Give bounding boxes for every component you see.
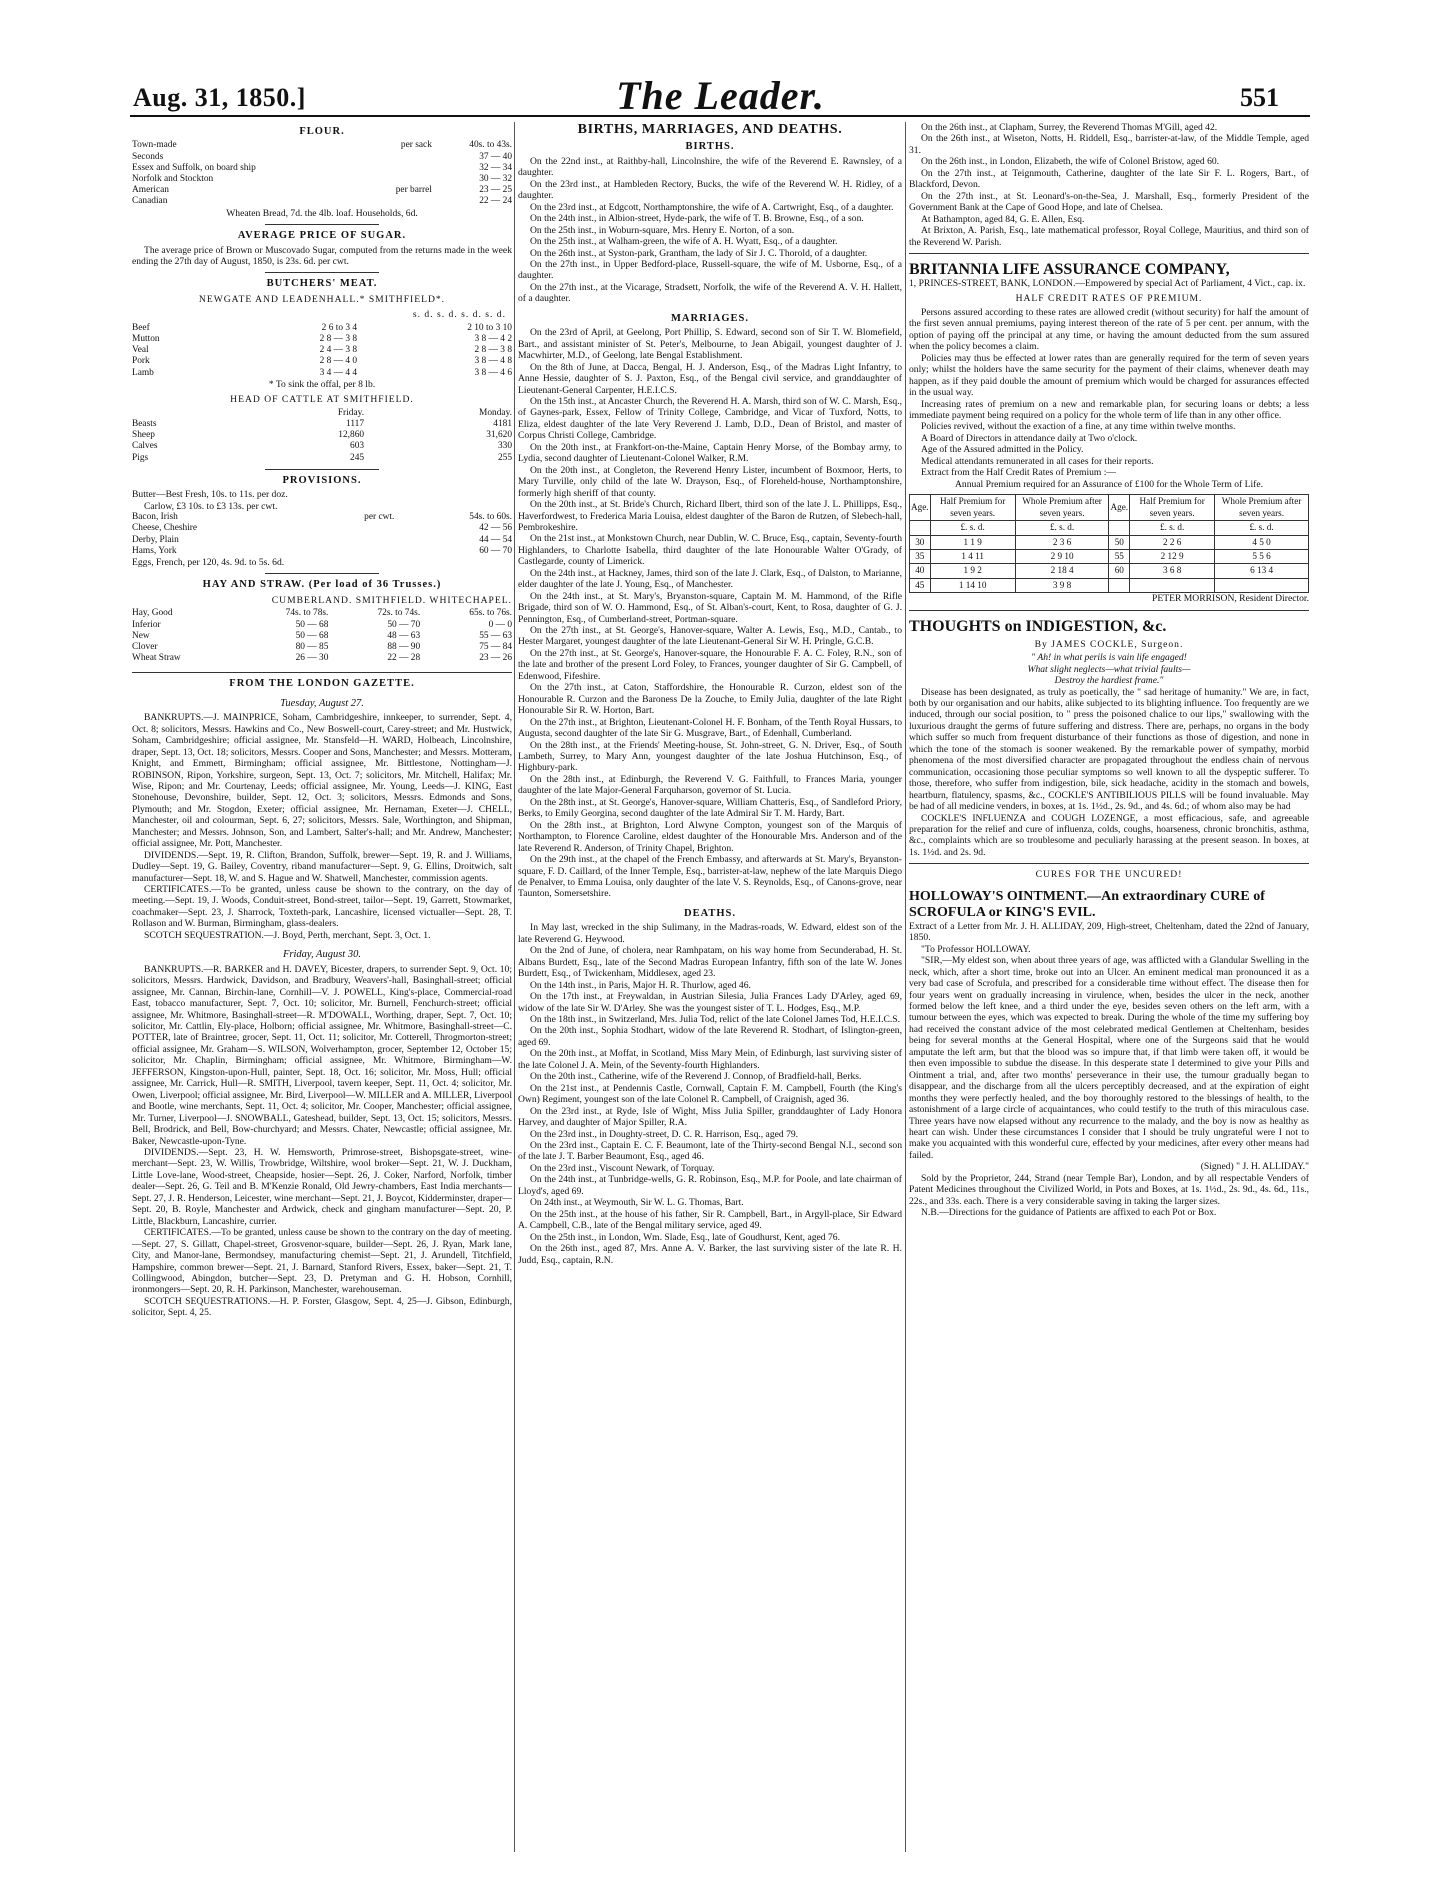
flour-row — [132, 196, 512, 207]
hay-row — [132, 620, 512, 631]
premium-cell: 4 5 0 — [1215, 535, 1309, 549]
birth-notice: On the 27th inst., at the Vicarage, Stradsett, Norfolk, the wife of the Reverend A. V. H. Hallett, of a daughter. — [518, 281, 902, 305]
hay-smithfield: 48 — 63 — [387, 630, 421, 641]
marriage-notice: On the 21st inst., at Monkstown Church, near Dublin, W. C. Bruce, Esq., captain, Seventy-fourth Highlanders, to Charlotte Isabella, third daughter of the late Honourable Walter O'Grady, of Castlegarde, county of Limerick. — [518, 533, 902, 568]
premium-row — [910, 535, 1309, 549]
holloway-sold: Sold by the Proprietor, 244, Strand (near Temple Bar), London, and by all respectable Venders of Patent Medicines throughout the Civilized World, in Pots and Boxes, at 1s. 1½d., 2s. 9d., 4s. 6d., 11s., 22s., and 33s. each. There is a very considerable saving in taking the larger sizes. — [909, 1172, 1309, 1207]
flour-unit — [364, 152, 432, 163]
hay-whitechapel: 75 — 84 — [479, 641, 512, 652]
thoughts-title: THOUGHTS on INDIGESTION, &c. — [909, 617, 1167, 635]
hay-cumberland: 50 — 68 — [295, 619, 329, 630]
birth-notice: On the 25th inst., at Walham-green, the wife of A. H. Wyatt, Esq., of a daughter. — [530, 236, 838, 248]
meat-smithfield-price: 2 8 — 3 8 — [474, 345, 512, 356]
meat-heading: BUTCHERS' MEAT. — [266, 278, 378, 290]
provisions-line: Carlow, £3 10s. to £3 13s. per cwt. — [144, 500, 278, 512]
britannia-paragraph: Extract from the Half Credit Rates of Premium :— — [921, 467, 1117, 479]
meat-smithfield-price: 2 10 to 3 10 — [467, 322, 512, 333]
birth-notice: On the 26th inst., at Syston-park, Grantham, the lady of Sir J. C. Thorold, of a daughter. — [530, 247, 868, 259]
gazette-notice: DIVIDENDS.—Sept. 23, H. W. Hemsworth, Primrose-street, Bishopsgate-street, wine-merchant—Sept. 23, W. Willis, Trowbridge, Wiltshire, wool broker—Sept. 21, W. J. Duckham, Little Love-lane, Wood-street, Cheapside, hosier—Sept. 26, J. Coker, Narford, Norfolk, timber dealer—Sept. 26, G. Teil and B. M'Kenzie Ronald, Old Jewry-chambers, East India merchants—Sept. 27, J. R. Henderson, Leicester, wine merchant—Sept. 21, J. Boycot, Kidderminster, draper—Sept. 20, B. Royle, Manchester and Ardwick, check and gingham manufacturer—Sept. 20, P. Little, Blackburn, Lancashire, currier. — [132, 1147, 512, 1227]
britannia-signature: PETER MORRISON, Resident Director. — [1152, 593, 1309, 605]
cattle-friday: 12,860 — [338, 430, 365, 441]
premium-cell: 1 1 9 — [930, 535, 1015, 549]
death-notice: On the 24th inst., at Tunbridge-wells, G. R. Robinson, Esq., M.P. for Poole, and late chairman of Lloyd's, aged 69. — [518, 1174, 902, 1197]
marriage-notice: On the 20th inst., at Congleton, the Reverend Henry Lister, incumbent of Boxmoor, Herts, to Mary Turville, only child of the late W. Drayson, Esq., of Floreheld-house, Northamptonshire, formerly high sheriff of that county. — [518, 464, 902, 499]
meat-label: Pork — [132, 356, 150, 367]
thoughts-author: By JAMES COCKLE, Surgeon. — [1034, 638, 1184, 650]
hay-smithfield: 22 — 28 — [387, 653, 421, 664]
sugar-heading: AVERAGE PRICE OF SUGAR. — [237, 230, 407, 242]
page-number: 551 — [1240, 83, 1279, 112]
premium-unit: £. s. d. — [1130, 521, 1215, 535]
hay-heading: HAY AND STRAW. (Per load of 36 Trusses.) — [202, 579, 442, 591]
premium-cell: 5 5 6 — [1215, 549, 1309, 563]
death-notice: In May last, wrecked in the ship Sulimany, in the Madras-roads, W. Edward, eldest son of the late Reverend G. Heywood. — [518, 922, 902, 945]
provisions-unit — [311, 546, 394, 557]
death-notice: On the 18th inst., in Switzerland, Mrs. Julia Tod, relict of the late Colonel James Tod, H.E.I.C.S. — [530, 1013, 901, 1025]
flour-label: Norfolk and Stockton — [132, 174, 214, 185]
column-advertisements — [909, 122, 1309, 1862]
meat-row — [132, 334, 512, 345]
premium-cell: 45 — [910, 578, 931, 592]
gazette-notice: CERTIFICATES.—To be granted, unless cause be shown to the contrary, on the day of meeting.—Sept. 19, J. Woods, Conduit-street, Bond-street, tailor—Sept. 19, Garrett, Stowmarket, coachmaker—Sept. 23, J. Sharrock, Toxteth-park, Lancashire, licensed victualler—Sept. 28, T. Rollason and W. Burman, Birmingham, glass-dealers. — [132, 884, 512, 930]
gazette-notice: DIVIDENDS.—Sept. 19, R. Clifton, Brandon, Suffolk, brewer—Sept. 19, R. and J. Williams, Dudley—Sept. 19, G. Bailey, Coventry, riband manufacturer—Sept. 9, G. Ellins, Droitwich, salt manufacturer—Sept. 18, W. and S. Hague and W. Shatwell, Manchester, commission agents. — [132, 849, 512, 884]
cattle-friday: 245 — [350, 452, 365, 463]
flour-unit — [364, 196, 432, 207]
premium-cell: 1 14 10 — [930, 578, 1015, 592]
provisions-unit: per cwt. — [364, 512, 395, 523]
meat-row — [132, 323, 512, 334]
flour-price: 40s. to 43s. — [469, 140, 512, 151]
death-notice: On the 23rd inst., at Ryde, Isle of Wight, Miss Julia Spiller, granddaughter of Lady Honora Harvey, and daughter of Major Spiller, R.A. — [518, 1105, 902, 1129]
meat-table — [132, 323, 512, 379]
hay-whitechapel: 23 — 26 — [479, 653, 512, 664]
death-notice: At Bathampton, aged 84, G. E. Allen, Esq. — [921, 213, 1085, 225]
marriage-notice: On the 27th inst., at Brighton, Lieutenant-Colonel H. F. Bonham, of the Tenth Royal Hussars, to Augusta, second daughter of the late Sir G. Musgrave, Bart., of Edenhall, Cumberland. — [518, 716, 902, 740]
provisions-table — [132, 512, 512, 557]
hay-markets: CUMBERLAND. SMITHFIELD. WHITECHAPEL. — [271, 594, 512, 606]
premium-cell: 35 — [910, 549, 931, 563]
holloway-letter: "SIR,—My eldest son, when about three years of age, was afflicted with a Glandular Swelling in the neck, which, after a short time, broke out into an Ulcer. An eminent medical man pronounced it as a very bad case of Scrofula, and prescribed for a considerable time without effect. The disease then for four years went on gradually increasing in virulence, when, besides the ulcer in the neck, another formed below the left knee, and a third under the eye, besides seven others on the left arm, with a tumour between the eyes, which was expected to break. During the whole of the time my suffering boy had received the constant advice of the most celebrated medical Gentlemen at Cheltenham, besides being for several months at the General Hospital, where one of the Surgeons said that he would amputate the left arm, but that the blood was so impure that, if that limb were taken off, it would be then even impossible to subdue the disease. In this desperate state I determined to give your Pills and Ointment a trial, and, after two months' perseverance in their use, the tumour gradually began to disappear, and the discharge from all the ulcers perceptibly decreased, and at the expiration of eight months they were perfectly healed, and the boy thoroughly restored to the blessings of health, to the astonishment of a large circle of acquaintances, who could testify to the truth of this miraculous case. Three years have now elapsed without any recurrence to the malady, and the boy is now as healthy as heart can wish. Under these circumstances I consider that I should be truly ungrateful were I not to make you acquainted with this wonderful cure, effected by your medicines, after every other means had failed. — [909, 955, 1309, 1161]
death-notice: On the 25th inst., at the house of his father, Sir R. Campbell, Bart., in Argyll-place, Sir Edward A. Campbell, C.B., late of the Bengal military service, aged 49. — [518, 1208, 902, 1232]
meat-label: Beef — [132, 322, 150, 333]
cattle-label: Pigs — [132, 452, 149, 463]
gazette-notice: SCOTCH SEQUESTRATION.—J. Boyd, Perth, merchant, Sept. 3, Oct. 1. — [144, 929, 431, 941]
holloway-nb: N.B.—Directions for the guidance of Patients are affixed to each Pot or Box. — [921, 1207, 1217, 1219]
meat-newgate-price: 2 6 to 3 4 — [321, 322, 358, 333]
thoughts-paragraph: COCKLE'S INFLUENZA and COUGH LOZENGE, a most efficacious, safe, and agreeable preparation for the relief and cure of influenza, colds, coughs, hoarseness, chronic bronchitis, asthma, &c., complaints which are so troublesome and peculiarly harassing at the present season. In boxes, at 1s. 1½d. and 2s. 9d. — [909, 812, 1309, 858]
eggs-price: Eggs, French, per 120, 4s. 9d. to 5s. 6d. — [132, 556, 285, 568]
provisions-label: Cheese, Cheshire — [132, 523, 198, 534]
meat-newgate-price: 2 8 — 3 8 — [319, 334, 358, 345]
premium-cell: 2 3 6 — [1015, 535, 1109, 549]
cattle-heading: HEAD OF CATTLE AT SMITHFIELD. — [230, 394, 414, 406]
death-notice: On the 14th inst., in Paris, Major H. R. Thurlow, aged 46. — [530, 979, 751, 991]
hay-smithfield: 88 — 90 — [387, 641, 421, 652]
marriage-notice: On the 28th inst., at Brighton, Lord Alwyne Compton, youngest son of the Marquis of Northampton, to Florence Caroline, eldest daughter of the Honourable Mrs. Anderson and of the late Reverend R. Anderson, of Trinity Chapel, Brighton. — [518, 819, 902, 854]
provisions-heading: PROVISIONS. — [282, 474, 362, 486]
column-markets — [132, 122, 512, 1862]
column-divider — [514, 122, 515, 1852]
hay-smithfield: 72s. to 74s. — [377, 608, 421, 619]
gazette-notice: CERTIFICATES.—To be granted, unless cause be shown to the contrary on the day of meeting.—Sept. 27, S. Gillatt, Chapel-street, Grosvenor-square, builder—Sept. 26, J. Ryan, Mark lane, City, and Manor-lane, Bermondsey, manufacturing chemist—Sept. 21, J. Arundell, Titchfield, Hampshire, common brewer—Sept. 21, J. Barnard, Stanford Rivers, Essex, baker—Sept. 21, T. Collingwood, Abingdon, butcher—Sept. 23, D. Pretyman and G. H. Hobson, Cornhill, ironmongers—Sept. 20, R. H. Parkinson, Manchester, warehouseman. — [132, 1227, 512, 1296]
marriage-notice: On the 8th of June, at Dacca, Bengal, H. J. Anderson, Esq., of the Madras Light Infantry, to Anne Hessie, daughter of S. J. Paxton, Esq., of the Bengal civil service, and granddaughter of Lieutenant-General Carpenter, H.E.I.C.S. — [518, 361, 902, 396]
britannia-paragraph: Increasing rates of premium on a new and remarkable plan, for securing loans or debts; a less immediate payment being required on a policy for the whole term of life than in any other office. — [909, 398, 1309, 421]
issue-date: Aug. 31, 1850.] — [133, 83, 306, 112]
premium-row — [910, 564, 1309, 578]
premium-cell — [1215, 578, 1309, 592]
britannia-paragraph: A Board of Directors in attendance daily at Two o'clock. — [921, 432, 1138, 444]
meat-newgate-price: 2 4 — 3 8 — [319, 345, 358, 356]
death-notice: On 24th inst., at Weymouth, Sir W. L. G. Thomas, Bart. — [530, 1197, 744, 1209]
death-notice: On the 23rd inst., Viscount Newark, of Torquay. — [530, 1162, 715, 1174]
hay-row — [132, 653, 512, 664]
premium-cell — [1130, 578, 1215, 592]
birth-notice: On the 25th inst., in Woburn-square, Mrs. Henry E. Norton, of a son. — [530, 224, 795, 236]
premium-col-header: Whole Premium after seven years. — [1015, 495, 1109, 521]
marriage-notice: On the 15th inst., at Ancaster Church, the Reverend H. A. Marsh, third son of W. C. Marsh, Esq., of Gaynes-park, Essex, Fellow of Trinity College, Cambridge, and Vicar of Tuxford, Notts, to Eliza, eldest daughter of the late Very Reverend J. Lamb, D.D., Dean of Bristol, and master of Corpus Christi College, Cambridge. — [518, 395, 902, 442]
flour-row — [132, 174, 512, 185]
gazette-notice: SCOTCH SEQUESTRATIONS.—H. P. Forster, Glasgow, Sept. 4, 25—J. Gibson, Edinburgh, solicitor, Sept. 4, 25. — [132, 1295, 512, 1319]
marriage-notice: On the 24th inst., at St. Mary's, Bryanston-square, Captain M. M. Hammond, of the Rifle Brigade, third son of W. O. Hammond, Esq., of St. Alban's-court, Kent, to Rosa, daughter of G. J. Pennington, Esq., of Cumberland-street, Portman-square. — [518, 590, 902, 625]
hay-smithfield: 50 — 70 — [387, 619, 421, 630]
divider — [265, 469, 379, 470]
hay-cumberland: 74s. to 78s. — [285, 608, 329, 619]
divider — [909, 610, 1309, 611]
flour-price: 32 — 34 — [479, 162, 512, 173]
provisions-row — [132, 546, 512, 557]
provisions-price: 42 — 56 — [479, 523, 512, 534]
britannia-paragraph: Persons assured according to these rates are allowed credit (without security) for half the amount of the first seven annual premiums, paying interest thereon of the rate of 5 per cent. per annum, with the option of paying off the principal at any time, or having the amount deducted from the sum assured when the policy becomes a claim. — [909, 306, 1309, 353]
deaths-heading: DEATHS. — [683, 907, 737, 919]
birth-notice: On the 23rd inst., at Hambleden Rectory, Bucks, the wife of the Reverend W. H. Ridley, of a daughter. — [518, 178, 902, 202]
premium-col-header: Half Premium for seven years. — [930, 495, 1015, 521]
premium-cell: 2 9 10 — [1015, 549, 1109, 563]
marriage-notice: On the 24th inst., at Hackney, James, third son of the late J. Clark, Esq., of Dalston, to Marianne, elder daughter of the late J. Young, Esq., of Manchester. — [518, 567, 902, 591]
bread-price: Wheaten Bread, 7d. the 4lb. loaf. Households, 6d. — [226, 207, 418, 219]
premium-col-header: Age. — [910, 495, 931, 521]
death-notice: On the 2nd of June, of cholera, near Ramhpatam, on his way home from Secunderabad, H. St. Albans Burdett, Esq., late of the Second Madras European Infantry, fifth son of the late W. Jones Burdett, Esq., of Twickenham, Middlesex, aged 23. — [518, 945, 902, 980]
marriage-notice: On the 27th inst., at St. George's, Hanover-square, Walter A. Lewis, Esq., M.D., Cantab., to Hester Margaret, youngest daughter of the late Lieutenant-General Sir W. H. Pringle, G.C.B. — [518, 625, 902, 648]
premium-col-header: Age. — [1109, 495, 1130, 521]
hay-whitechapel: 55 — 63 — [479, 630, 512, 641]
flour-label: Canadian — [132, 196, 168, 207]
flour-row — [132, 163, 512, 174]
gazette-friday: Friday, August 30. — [283, 949, 361, 961]
flour-label: Town-made — [132, 140, 177, 151]
death-notice: On the 27th inst., at Teignmouth, Catherine, daughter of the late Sir F. L. Rogers, Bart., of Blackford, Devon. — [909, 167, 1309, 191]
flour-unit — [364, 174, 432, 185]
death-notice: At Brixton, A. Parish, Esq., late mathematical professor, Royal College, Mauritius, and third son of the Reverend W. Parish. — [909, 225, 1309, 248]
premium-col-header: Whole Premium after seven years. — [1215, 495, 1309, 521]
death-notice: On the 21st inst., at Pendennis Castle, Cornwall, Captain F. M. Campbell, Fourth (the King's Own) Regiment, youngest son of the late Colonel R. Campbell, of Craignish, aged 36. — [518, 1082, 902, 1106]
cattle-row — [132, 441, 512, 452]
marriage-notice: On the 28th inst., at St. George's, Hanover-square, William Chatteris, Esq., of Sandleford Priory, Berks, to Emily Georgina, second daughter of the late Admiral Sir T. M. Hardy, Bart. — [518, 796, 902, 820]
flour-unit — [364, 163, 432, 174]
marriage-notice: On the 28th inst., at Edinburgh, the Reverend V. G. Faithfull, to Frances Maria, younger daughter of the late Major-General Farquharson, governor of St. Lucia. — [518, 773, 902, 797]
cattle-col-monday: Monday. — [479, 407, 512, 418]
marriage-notice: On the 20th inst., at St. Bride's Church, Richard Ilbert, third son of the late J. L. Phillipps, Esq., Haverfordwest, to Frederica Maria Louisa, eldest daughter of the Baron de Rutzen, of Slebech-hall, Pembrokeshire. — [518, 499, 902, 533]
britannia-paragraph: Policies may thus be effected at lower rates than are generally required for the term of seven years only; whilst the holders have the same security for the payment of their claims, whenever death may happen, as if they paid double the amount of premium which would be charged for assurances effected in the usual way. — [909, 352, 1309, 399]
cattle-row — [132, 419, 512, 430]
verse-line: What slight neglects—what trivial faults— — [1027, 663, 1191, 675]
britannia-paragraph: Medical attendants remunerated in all cases for their reports. — [921, 455, 1154, 467]
divider — [132, 672, 512, 673]
britannia-paragraph: Age of the Assured admitted in the Policy. — [921, 444, 1084, 456]
cattle-col-friday: Friday. — [337, 407, 365, 418]
britannia-paragraph: Policies revived, without the exaction of a fine, at any time within twelve months. — [921, 421, 1236, 433]
hay-row — [132, 642, 512, 653]
provisions-unit — [311, 535, 394, 546]
meat-markets: NEWGATE AND LEADENHALL.* SMITHFIELD*. — [198, 293, 446, 305]
premium-cell: 2 18 4 — [1015, 564, 1109, 578]
provisions-row — [132, 535, 512, 546]
flour-price: 30 — 32 — [479, 174, 512, 185]
marriage-notice: On the 27th inst., at St. George's, Hanover-square, the Honourable F. A. C. Foley, R.N., son of the late and brother of the present Lord Foley, to Frances, younger daughter of Sir G. Campbell, of Edenwood, Fifeshire. — [518, 647, 902, 682]
premium-cell: 3 9 8 — [1015, 578, 1109, 592]
divider — [909, 253, 1309, 254]
premium-unit — [910, 521, 931, 535]
premium-cell: 3 6 8 — [1130, 564, 1215, 578]
meat-smithfield-price: 3 8 — 4 6 — [474, 367, 512, 378]
marriage-notice: On the 29th inst., at the chapel of the French Embassy, and afterwards at St. Mary's, Bryanston-square, F. D. Caillard, of the Inner Temple, Esq., barrister-at-law, nephew of the late Marquis Diego de Penalver, to Emma Louisa, only daughter of the late V. S. Reynolds, Esq., of Canons-grove, near Taunton, Somersetshire. — [518, 854, 902, 900]
premium-table-caption: Annual Premium required for an Assurance of £100 for the Whole Term of Life. — [954, 478, 1263, 490]
meat-label: Lamb — [132, 367, 154, 378]
death-notice: On the 20th inst., Sophia Stodhart, widow of the late Reverend R. Stodhart, of Islington-green, aged 69. — [518, 1025, 902, 1048]
premium-cell: 2 2 6 — [1130, 535, 1215, 549]
hay-label: Hay, Good — [132, 608, 173, 619]
marriage-notice: On the 28th inst., at the Friends' Meeting-house, St. John-street, G. N. Driver, Esq., of South Lambeth, Surrey, to Mary Ann, youngest daughter of the late Joshua Hutchinson, Esq., of Highbury-park. — [518, 739, 902, 774]
column-divider — [905, 122, 906, 1852]
cattle-label: Beasts — [132, 418, 157, 429]
gazette-tuesday: Tuesday, August 27. — [280, 697, 364, 709]
britannia-title: BRITANNIA LIFE ASSURANCE COMPANY, — [909, 260, 1230, 278]
marriages-heading: MARRIAGES. — [671, 312, 749, 324]
premium-unit: £. s. d. — [930, 521, 1015, 535]
cattle-monday: 31,620 — [486, 430, 512, 441]
provisions-label: Bacon, Irish — [132, 512, 178, 523]
birth-notice: On the 23rd inst., at Edgcott, Northamptonshire, the wife of A. Cartwright, Esq., of a daughter. — [530, 201, 894, 213]
hay-whitechapel: 0 — 0 — [488, 619, 512, 630]
hay-label: Inferior — [132, 619, 161, 630]
premium-cell: 1 9 2 — [930, 564, 1015, 578]
meat-smithfield-price: 3 8 — 4 2 — [474, 334, 512, 345]
flour-price: 23 — 25 — [479, 185, 512, 196]
flour-heading: FLOUR. — [299, 126, 345, 137]
flour-table — [132, 140, 512, 207]
provisions-price: 54s. to 60s. — [469, 512, 512, 523]
hay-row — [132, 631, 512, 642]
thoughts-paragraph: Disease has been designated, as truly as poetically, the " sad heritage of humanity." We are, in fact, both by our organisation and our habits, alike subjected to its blighting influence. Too frequently are we induced, through our social position, to " press the poisoned chalice to our lips," swallowing with the luxurious draught the germs of future suffering and distress. There are, perhaps, no organs in the body which suffer so much from frequent disturbance of their functions as those of digestion, and none in which the tone of the stomach is sooner weakened. By the remarkable power of sympathy, morbid phenomena of the most diversified character are propagated throughout the endless chain of nervous communication, occasioning those peculiar symptoms so well known to all the dyspeptic sufferer. To those, therefore, who suffer from indigestion, bile, sick headache, acidity in the stomach and bowels, heartburn, flatulency, spasms, &c., COCKLE'S ANTIBILIOUS PILLS will be found invaluable. May be had of all medicine venders, in boxes, at 1s. 1½d., 2s. 9d., and 4s. 6d.; of whom also may be had — [909, 686, 1309, 813]
provisions-label: Derby, Plain — [132, 534, 179, 545]
cattle-monday: 4181 — [493, 418, 512, 429]
gazette-notice: BANKRUPTS.—R. BARKER and H. DAVEY, Bicester, drapers, to surrender Sept. 9, Oct. 10; solicitors, Messrs. Hardwick, Davidson, and Bradbury, Weavers'-hall, Basinghall-street; official assignee, Mr. Cannan, Birchin-lane, Cornhill—V. J. POWELL, King's-place, Commercial-road East, tobacco manufacturer, Sept. 7, Oct. 10; solicitor, Mr. Burnell, Fenchurch-street; official assignee, Mr. Whitmore, Basinghall-street—R. M'DOWALL, Worthing, draper, Sept. 7, Oct. 10; solicitor, Mr. Cattlin, Ely-place, Holborn; official assignee, Mr. Whitmore, Basinghall-street—C. POTTER, late of Braintree, grocer, Sept. 11, Oct. 11; solicitor, Mr. Cotterell, Throgmorton-street; official assignee, Mr. Graham—S. WILSON, Wolverhampton, grocer, September 12, October 15; solicitor, Mr. Chaplin, Birmingham; official assignee, Mr. Whitmore, Birmingham—W. JEFFERSON, Kingston-upon-Hull, painter, Sept. 18, Oct. 16; solicitor, Mr. Moss, Hull; official assignee, Mr. Carrick, Hull—R. SMITH, Liverpool, tavern keeper, Sept. 11, Oct. 4; solicitor, Mr. Owen, Liverpool; official assignee, Mr. Bird, Liverpool—W. MILLER and A. MILLER, Liverpool and Bootle, wine merchants, Sept. 11, Oct. 4; solicitor, Mr. Cooper, Manchester; official assignee, Mr. Turner, Liverpool—J. SNOWBALL, Gateshead, builder, Sept. 13, Oct. 15; solicitors, Messrs. Bell, Brodrick, and Bell, Bow-churchyard; and Messrs. Chater, Newcastle; official assignee, Mr. Baker, Newcastle-upon-Tyne. — [132, 963, 512, 1147]
masthead-rule — [130, 115, 1310, 117]
hay-label: Clover — [132, 641, 158, 652]
premium-cell: 50 — [1109, 535, 1130, 549]
premium-cell: 60 — [1109, 564, 1130, 578]
death-notice: On the 26th inst., at Wiseton, Notts, H. Riddell, Esq., barrister-at-law, of the Middle Temple, aged 31. — [909, 133, 1309, 156]
meat-row — [132, 356, 512, 367]
flour-label: American — [132, 185, 169, 196]
masthead — [0, 0, 1441, 118]
flour-row — [132, 152, 512, 163]
cattle-friday: 1117 — [346, 418, 365, 429]
death-notice: On the 20th inst., Catherine, wife of the Reverend J. Connop, of Bradfield-hall, Berks. — [530, 1071, 862, 1083]
premium-cell: 6 13 4 — [1215, 564, 1309, 578]
provisions-row — [132, 512, 512, 523]
births-heading: BIRTHS. — [685, 141, 735, 153]
flour-price: 22 — 24 — [479, 196, 512, 207]
cattle-monday: 255 — [497, 452, 512, 463]
marriage-notice: On the 23rd of April, at Geelong, Port Phillip, S. Edward, second son of Sir T. W. Blomefield, Bart., and assistant minister of St. Peter's, Melbourne, to Jean Abigail, youngest daughter of J. Macwhirter, M.D., of Geelong, late Bengal Establishment. — [518, 327, 902, 362]
provisions-unit — [311, 523, 394, 534]
premium-row — [910, 578, 1309, 592]
death-notice: On the 20th inst., at Moffat, in Scotland, Miss Mary Mein, of Edinburgh, last surviving sister of the late Colonel J. A. Mein, of the Seventy-fourth Highlanders. — [518, 1048, 902, 1071]
death-notice: On the 26th inst., at Clapham, Surrey, the Reverend Thomas M'Gill, aged 42. — [921, 122, 1218, 133]
meat-row — [132, 368, 512, 379]
divider — [265, 272, 379, 273]
holloway-salutation: "To Professor HOLLOWAY. — [921, 943, 1031, 955]
provisions-row — [132, 523, 512, 534]
marriage-notice: On the 20th inst., at Frankfort-on-the-Maine, Captain Henry Morse, of the Bombay army, to Lydia, second daughter of Lieutenant-Colonel Walker, R.M. — [518, 441, 902, 465]
verse-line: " Ah! in what perils is vain life engaged! — [1031, 652, 1187, 664]
birth-notice: On the 24th inst., in Albion-street, Hyde-park, the wife of T. B. Browne, Esq., of a son. — [530, 213, 864, 225]
premium-cell: 1 4 11 — [930, 549, 1015, 563]
hay-whitechapel: 65s. to 76s. — [469, 608, 512, 619]
premium-cell: 2 12 9 — [1130, 549, 1215, 563]
hay-row — [132, 608, 512, 619]
cattle-label: Sheep — [132, 430, 155, 441]
premium-cell: 40 — [910, 564, 931, 578]
flour-label: Essex and Suffolk, on board ship — [132, 162, 256, 173]
flour-unit: per sack — [400, 140, 432, 151]
meat-row — [132, 345, 512, 356]
provisions-line: Butter—Best Fresh, 10s. to 11s. per doz. — [132, 489, 288, 501]
divider — [909, 863, 1309, 864]
meat-units: s. d. s. d. s. d. s. d. — [412, 309, 506, 321]
birth-notice: On the 22nd inst., at Raithby-hall, Lincolnshire, the wife of the Reverend E. Rawnsley, of a daughter. — [518, 155, 902, 179]
cattle-friday: 603 — [350, 441, 365, 452]
death-notice: On the 17th inst., at Freywaldan, in Austrian Silesia, Julia Frances Lady D'Arley, aged 69, widow of the late Sir W. D'Arley. She was the youngest sister of T. L. Hodges, Esq., M.P. — [518, 991, 902, 1014]
cattle-label: Calves — [132, 441, 158, 452]
hay-table — [132, 608, 512, 664]
flour-row — [132, 185, 512, 196]
premium-table-header — [910, 495, 1309, 521]
meat-note: * To sink the offal, per 8 lb. — [268, 378, 376, 390]
meat-smithfield-price: 3 8 — 4 8 — [474, 356, 512, 367]
hay-cumberland: 50 — 68 — [295, 630, 329, 641]
birth-notice: On the 27th inst., in Upper Bedford-place, Russell-square, the wife of M. Usborne, Esq., of a daughter. — [518, 258, 902, 282]
hay-label: Wheat Straw — [132, 653, 181, 664]
hay-label: New — [132, 630, 150, 641]
premium-cell: 30 — [910, 535, 931, 549]
sugar-text: The average price of Brown or Muscovado Sugar, computed from the returns made in the week ending the 27th day of August, 1850, is 23s. 6d. per cwt. — [132, 244, 512, 268]
death-notice: On the 23rd inst., Captain E. C. F. Beaumont, late of the Thirty-second Bengal N.I., second son of the late J. T. Barber Beaumont, Esq., aged 46. — [518, 1139, 902, 1163]
newspaper-title: The Leader. — [616, 73, 825, 118]
holloway-kicker: CURES FOR THE UNCURED! — [1035, 869, 1183, 881]
provisions-price: 60 — 70 — [479, 545, 512, 556]
divider — [265, 224, 379, 225]
cattle-row — [132, 453, 512, 464]
column-births-marriages-deaths — [518, 122, 902, 1862]
hay-cumberland: 26 — 30 — [295, 653, 329, 664]
verse-line: Destroy the hardiest frame." — [1054, 675, 1164, 687]
death-notice: On the 27th inst., at St. Leonard's-on-the-Sea, J. Marshall, Esq., formerly President of the Government Bank at the Cape of Good Hope, and late of Chelsea. — [909, 190, 1309, 214]
hay-cumberland: 80 — 85 — [295, 641, 329, 652]
cattle-row — [132, 430, 512, 441]
britannia-subhead: HALF CREDIT RATES OF PREMIUM. — [1015, 293, 1203, 305]
premium-unit: £. s. d. — [1015, 521, 1109, 535]
britannia-address: 1, PRINCES-STREET, BANK, LONDON.—Empowered by special Act of Parliament, 4 Vict., cap. ix. — [909, 277, 1306, 289]
premium-unit — [1109, 521, 1130, 535]
meat-newgate-price: 3 4 — 4 4 — [319, 367, 358, 378]
premium-table — [909, 494, 1309, 593]
death-notice: On the 26th inst., aged 87, Mrs. Anne A. V. Barker, the last surviving sister of the late R. H. Judd, Esq., captain, R.N. — [518, 1243, 902, 1266]
premium-col-header: Half Premium for seven years. — [1130, 495, 1215, 521]
gazette-heading: FROM THE LONDON GAZETTE. — [229, 678, 415, 690]
holloway-title: HOLLOWAY'S OINTMENT.—An extraordinary CURE of SCROFULA or KING'S EVIL. — [909, 888, 1265, 920]
holloway-intro: Extract of a Letter from Mr. J. H. ALLIDAY, 209, High-street, Cheltenham, dated the 22nd of January, 1850. — [909, 920, 1309, 944]
premium-row — [910, 549, 1309, 563]
holloway-signed: (Signed) " J. H. ALLIDAY." — [1200, 1161, 1309, 1173]
provisions-label: Hams, York — [132, 545, 177, 556]
flour-unit: per barrel — [395, 185, 432, 196]
meat-label: Mutton — [132, 334, 160, 345]
meat-label: Veal — [132, 345, 149, 356]
flour-row — [132, 140, 512, 151]
gazette-notice: BANKRUPTS.—J. MAINPRICE, Soham, Cambridgeshire, innkeeper, to surrender, Sept. 4, Oct. 8; solicitors, Messrs. Hawkins and Co., New Boswell-court, Carey-street; and Mr. Hustwick, Soham, Cambridgeshire; official assignee, Mr. Stansfeld—H. WARD, Holbeach, Lincolnshire, draper, Sept. 13, Oct. 18; solicitors, Messrs. Cooper and Sons, Manchester; and Messrs. Motteram, Knight, and Emmett, Birmingham; official assignee, Mr. Bittlestone, Nottingham—J. ROBINSON, Ripon, Yorkshire, surgeon, Sept. 13, Oct. 7; solicitors, Mr. Mitchell, Halifax; Mr. Wise, Ripon; and Mr. Courtenay, Leeds; official assignee, Mr. Young, Leeds—J. KING, East Stonehouse, Devonshire, builder, Sept. 12, Oct. 3; solicitors, Messrs. Edmonds and Sons, Plymouth; and Mr. Stogdon, Exeter; official assignee, Mr. Hernaman, Exeter—J. CHELL, Manchester, oil and colourman, Sept. 6, 27; solicitors, Messrs. Sale, Worthington, and Shipman, Manchester; and Messrs. Johnson, Son, and Lambert, Salter's-hall; and Mr. Andrew, Manchester; official assignee, Mr. Pott, Manchester. — [132, 712, 512, 850]
flour-label: Seconds — [132, 151, 164, 162]
death-notice: On the 26th inst., in London, Elizabeth, the wife of Colonel Bristow, aged 60. — [921, 156, 1220, 168]
bmd-heading: BIRTHS, MARRIAGES, AND DEATHS. — [577, 122, 843, 137]
premium-unit: £. s. d. — [1215, 521, 1309, 535]
flour-price: 37 — 40 — [479, 151, 512, 162]
marriage-notice: On the 27th inst., at Caton, Staffordshire, the Honourable R. Curzon, eldest son of the Honourable R. Curzon and the Baroness De la Zouche, to Emily Julia, daughter of the late Right Honourable Sir R. W. Horton, Bart. — [518, 682, 902, 717]
cattle-monday: 330 — [497, 441, 512, 452]
premium-cell: 55 — [1109, 549, 1130, 563]
premium-cell — [1109, 578, 1130, 592]
premium-units-row — [910, 521, 1309, 535]
meat-newgate-price: 2 8 — 4 0 — [319, 356, 358, 367]
provisions-price: 44 — 54 — [479, 534, 512, 545]
death-notice: On the 23rd inst., in Doughty-street, D. C. R. Harrison, Esq., aged 79. — [530, 1128, 799, 1140]
cattle-table — [132, 408, 512, 464]
death-notice: On the 25th inst., in London, Wm. Slade, Esq., late of Goudhurst, Kent, aged 76. — [530, 1231, 840, 1243]
divider — [265, 573, 379, 574]
